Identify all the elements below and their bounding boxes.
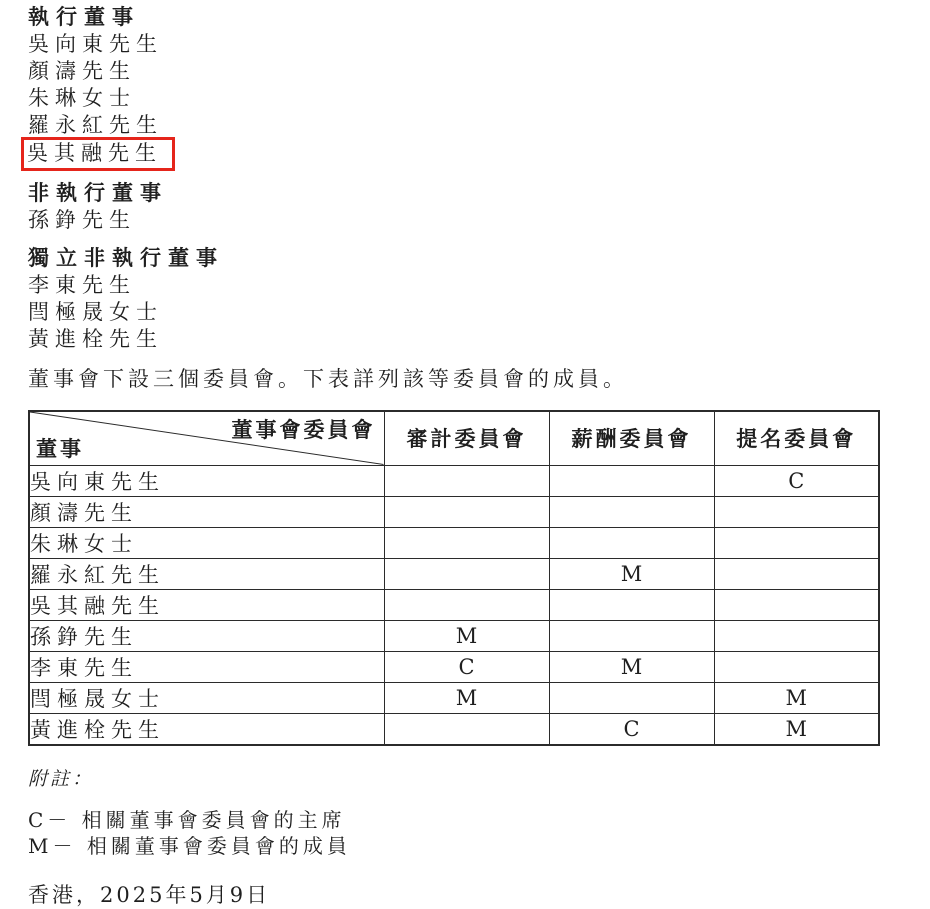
audit-cell [384,465,549,496]
director-name-cell: 孫錚先生 [29,620,384,651]
note-member-legend: M－ 相關董事會委員會的成員 [28,833,351,858]
column-header-nomination-committee: 提名委員會 [714,411,879,465]
director-name: 孫錚先生 [28,208,136,232]
nomination-cell: M [714,682,879,713]
section-heading-non-executive-directors: 非執行董事 [28,181,168,205]
remuneration-cell [549,589,714,620]
director-name: 李東先生 [28,273,136,297]
table-row [29,682,879,713]
nomination-cell [714,527,879,558]
section-executive-directors [28,4,906,169]
place-and-date: 香港，2025年5月9日 [28,882,271,907]
director-name: 朱琳女士 [28,86,136,110]
remuneration-cell [549,465,714,496]
nomination-cell: M [714,713,879,745]
remuneration-cell [549,496,714,527]
audit-cell [384,713,549,745]
audit-cell [384,527,549,558]
table-row [29,558,879,589]
audit-cell: M [384,620,549,651]
highlight-red-box [21,137,175,171]
remuneration-cell [549,620,714,651]
nomination-cell [714,589,879,620]
director-name: 黃進栓先生 [28,327,163,351]
audit-cell: C [384,651,549,682]
remuneration-cell [549,682,714,713]
remuneration-cell: M [549,651,714,682]
remuneration-cell: M [549,558,714,589]
column-header-remuneration-committee: 薪酬委員會 [549,411,714,465]
director-name-cell: 吳其融先生 [29,589,384,620]
remuneration-cell [549,527,714,558]
director-name: 閆極晟女士 [28,300,163,324]
table-row [29,651,879,682]
nomination-cell [714,620,879,651]
committee-membership-table [28,410,880,746]
table-row [29,589,879,620]
director-name-cell: 黃進栓先生 [29,713,384,745]
section-heading-executive-directors: 執行董事 [28,5,140,29]
notes-legend [28,807,906,859]
table-row [29,527,879,558]
director-name-cell: 李東先生 [29,651,384,682]
table-header-row [29,411,879,465]
column-header-audit-committee: 審計委員會 [384,411,549,465]
director-name-highlighted: 吳其融先生 [27,141,162,165]
director-name-cell: 朱琳女士 [29,527,384,558]
corner-header-cell [29,411,384,465]
remuneration-cell: C [549,713,714,745]
director-name: 羅永紅先生 [28,113,163,137]
section-non-executive-directors [28,180,906,234]
table-row [29,620,879,651]
corner-label-directors: 董事 [36,436,84,461]
audit-cell: M [384,682,549,713]
section-heading-independent-non-executive-directors: 獨立非執行董事 [28,246,224,270]
section-independent-non-executive-directors [28,245,906,353]
director-name-cell: 顏濤先生 [29,496,384,527]
nomination-cell: C [714,465,879,496]
table-row [29,496,879,527]
audit-cell [384,589,549,620]
nomination-cell [714,558,879,589]
director-name-cell: 閆極晟女士 [29,682,384,713]
nomination-cell [714,651,879,682]
director-name-cell: 吳向東先生 [29,465,384,496]
notes-label: 附註： [28,767,95,790]
corner-label-board-committees: 董事會委員會 [231,418,376,442]
director-name-highlighted-row [28,139,906,169]
nomination-cell [714,496,879,527]
note-chairman-legend: C－ 相關董事會委員會的主席 [28,807,346,832]
director-name-cell: 羅永紅先生 [29,558,384,589]
table-row [29,713,879,745]
intro-paragraph: 董事會下設三個委員會。下表詳列該等委員會的成員。 [28,367,628,391]
director-name: 吳向東先生 [28,32,163,56]
table-row [29,465,879,496]
audit-cell [384,558,549,589]
director-name: 顏濤先生 [28,59,136,83]
audit-cell [384,496,549,527]
